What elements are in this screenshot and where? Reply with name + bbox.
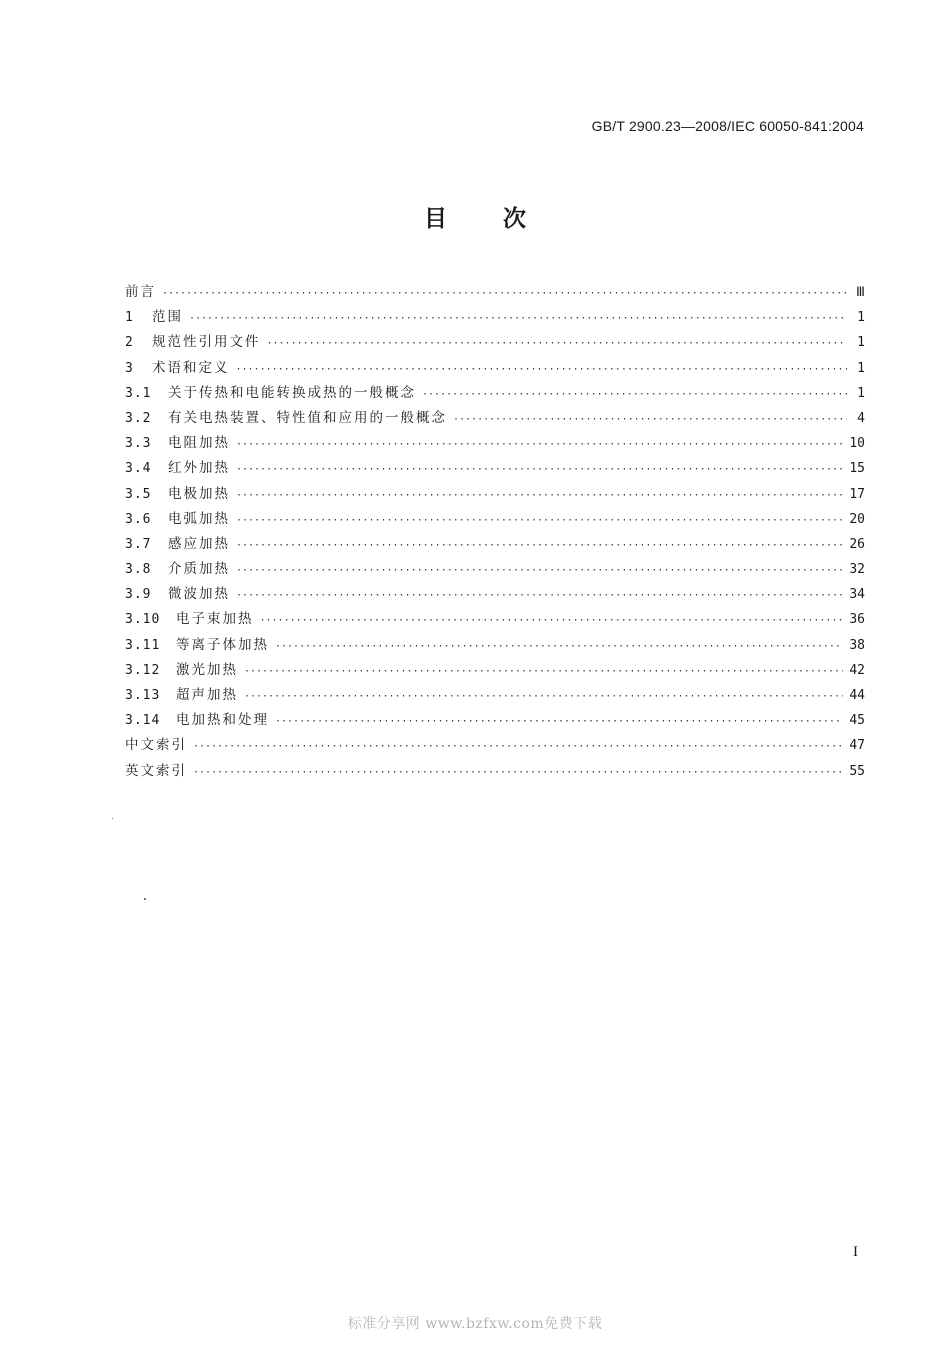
toc-label: 电极加热 [168, 485, 230, 502]
scan-speck [144, 898, 146, 900]
toc-page: 32 [849, 562, 865, 578]
toc-entry-1[interactable] [125, 305, 865, 330]
toc-page: 45 [849, 713, 865, 729]
toc-page: 47 [849, 738, 865, 754]
toc-number: 3.8 [125, 562, 152, 578]
toc-page: 17 [849, 486, 865, 502]
toc-page: 44 [849, 688, 865, 703]
leader-dots [236, 483, 843, 508]
toc-entry-english-index[interactable] [125, 759, 865, 784]
toc-page: 26 [849, 536, 865, 552]
leader-dots [236, 508, 843, 533]
toc-number: 3.13 [125, 688, 161, 703]
toc-page: 38 [849, 637, 865, 653]
toc-entry-3[interactable] [125, 356, 865, 381]
toc-entry-3-7[interactable] [125, 532, 865, 557]
page-number: I [853, 1244, 858, 1260]
leader-dots [236, 558, 843, 583]
toc-label: 关于传热和电能转换成热的一般概念 [168, 384, 416, 401]
toc-number: 1 [125, 310, 134, 326]
toc-number: 3.11 [125, 637, 161, 653]
toc-entry-3-3[interactable] [125, 431, 865, 456]
toc-label: 介质加热 [168, 561, 230, 578]
toc-number: 3.1 [125, 385, 152, 401]
leader-dots [275, 634, 843, 659]
toc-number: 3.3 [125, 436, 152, 452]
toc-number: 3.4 [125, 461, 152, 477]
leader-dots [236, 457, 843, 482]
toc-label: 规范性引用文件 [152, 334, 261, 351]
toc-page: Ⅲ [856, 285, 865, 300]
toc-entry-3-6[interactable] [125, 507, 865, 532]
toc-page: 1 [857, 335, 865, 351]
scan-speck [112, 818, 113, 819]
toc-number: 3.12 [125, 662, 161, 678]
toc-page: 15 [849, 461, 865, 477]
watermark: 标准分享网 www.bzfxw.com免费下载 [347, 1316, 603, 1332]
leader-dots [193, 760, 843, 785]
toc-page: 42 [849, 662, 865, 678]
toc-label: 超声加热 [176, 687, 238, 703]
toc-label: 等离子体加热 [176, 636, 269, 653]
toc-entry-3-12[interactable] [125, 658, 865, 683]
toc-entry-3-9[interactable] [125, 582, 865, 607]
leader-dots [453, 407, 847, 432]
leader-dots [260, 608, 844, 633]
toc-page: 4 [857, 410, 865, 426]
toc-page: 34 [849, 587, 865, 603]
toc-label: 中文索引 [125, 737, 187, 754]
toc-entry-chinese-index[interactable] [125, 733, 865, 758]
leader-dots [267, 331, 848, 356]
toc-number: 3.6 [125, 511, 152, 527]
leader-dots [275, 709, 843, 734]
standard-code: GB/T 2900.23—2008/IEC 60050-841:2004 [591, 118, 864, 134]
toc-label: 电阻加热 [168, 435, 230, 452]
toc-label: 前言 [125, 284, 156, 300]
toc-entry-3-4[interactable] [125, 456, 865, 481]
toc-page: 20 [849, 511, 865, 527]
toc-entry-3-2[interactable] [125, 406, 865, 431]
toc-page: 1 [857, 310, 865, 326]
toc-label: 电加热和处理 [176, 712, 269, 729]
toc-entry-3-13[interactable] [125, 683, 865, 708]
leader-dots [162, 281, 847, 306]
toc-entry-3-8[interactable] [125, 557, 865, 582]
leader-dots [422, 382, 847, 407]
toc-page: 10 [849, 436, 865, 452]
toc-label: 红外加热 [168, 460, 230, 477]
toc-number: 3.5 [125, 486, 152, 502]
toc-label: 英文索引 [125, 762, 187, 779]
leader-dots [193, 734, 843, 759]
toc-label: 术语和定义 [152, 359, 230, 376]
page-title: 目次 [424, 206, 582, 232]
toc-entry-3-11[interactable] [125, 633, 865, 658]
toc-label: 电子束加热 [176, 611, 254, 628]
toc-number: 3.9 [125, 587, 152, 603]
toc-page: 1 [857, 360, 865, 376]
toc-number: 2 [125, 335, 134, 351]
leader-dots [244, 659, 843, 684]
leader-dots [244, 684, 843, 709]
leader-dots [236, 432, 843, 457]
toc-number: 3.14 [125, 713, 161, 729]
table-of-contents [125, 280, 865, 784]
toc-entry-3-14[interactable] [125, 708, 865, 733]
toc-entry-3-10[interactable] [125, 607, 865, 632]
toc-label: 激光加热 [176, 661, 238, 678]
toc-number: 3.7 [125, 536, 152, 552]
toc-entry-3-1[interactable] [125, 381, 865, 406]
toc-number: 3 [125, 360, 134, 376]
toc-label: 电弧加热 [168, 510, 230, 527]
toc-number: 3.2 [125, 410, 152, 426]
toc-label: 感应加热 [168, 535, 230, 552]
leader-dots [236, 533, 843, 558]
toc-page: 36 [849, 612, 865, 628]
toc-entry-2[interactable] [125, 330, 865, 355]
toc-entry-foreword[interactable] [125, 280, 865, 305]
toc-page: 1 [857, 385, 865, 401]
leader-dots [236, 583, 843, 608]
leader-dots [236, 357, 848, 382]
toc-page: 55 [849, 763, 865, 779]
toc-label: 范围 [152, 309, 183, 326]
leader-dots [189, 306, 847, 331]
toc-label: 有关电热装置、特性值和应用的一般概念 [168, 409, 447, 426]
toc-entry-3-5[interactable] [125, 482, 865, 507]
toc-number: 3.10 [125, 612, 161, 628]
toc-label: 微波加热 [168, 586, 230, 603]
